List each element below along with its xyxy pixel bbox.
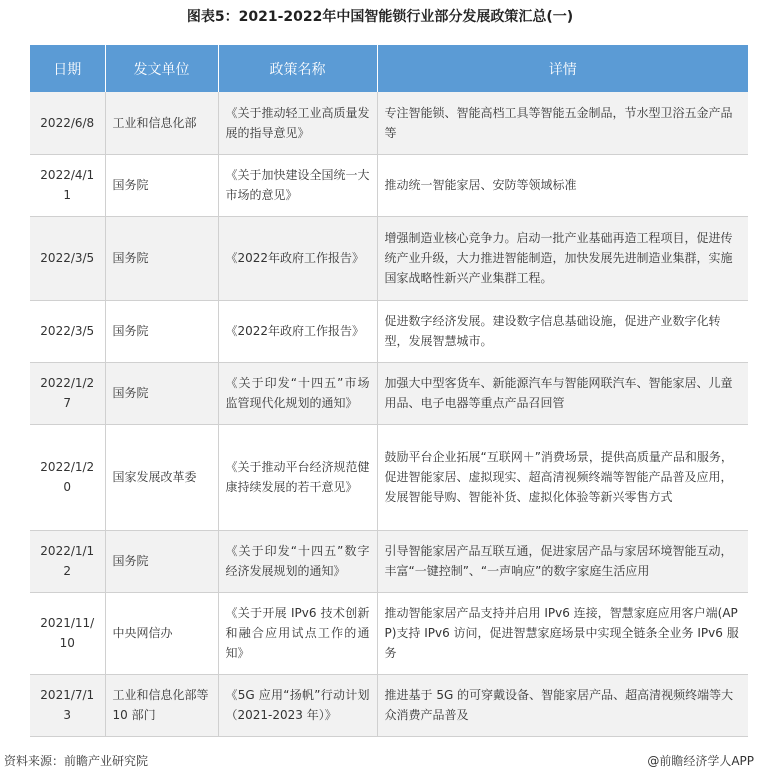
- source-note: 资料来源：前瞻产业研究院: [4, 754, 149, 768]
- cell-policy: 《关于印发“十四五”数字经济发展规划的通知》: [218, 530, 377, 592]
- cell-detail: 引导智能家居产品互联互通，促进家居产品与家居环境智能互动，丰富“一键控制”、“一声响应”的数字家庭生活应用: [377, 530, 748, 592]
- header-date: 日期: [30, 45, 105, 92]
- cell-date: 2022/1/12: [30, 530, 105, 592]
- cell-issuer: 国务院: [105, 530, 218, 592]
- cell-issuer: 国务院: [105, 362, 218, 424]
- cell-policy: 《2022年政府工作报告》: [218, 216, 377, 300]
- cell-date: 2022/6/8: [30, 92, 105, 154]
- cell-date: 2021/11/10: [30, 592, 105, 674]
- table-header-row: [30, 45, 748, 92]
- cell-issuer: 工业和信息化部等 10 部门: [105, 674, 218, 736]
- cell-issuer: 工业和信息化部: [105, 92, 218, 154]
- brand-credit: @前瞻经济学人APP: [647, 754, 754, 768]
- header-detail: 详情: [377, 45, 748, 92]
- cell-issuer: 中央网信办: [105, 592, 218, 674]
- table-row: [30, 362, 748, 424]
- cell-issuer: 国务院: [105, 154, 218, 216]
- cell-date: 2021/7/13: [30, 674, 105, 736]
- table-row: [30, 216, 748, 300]
- cell-detail: 推动智能家居产品支持并启用 IPv6 连接，智慧家庭应用客户端(APP)支持 IPv6 访问，促进智慧家庭场景中实现全链条全业务 IPv6 服务: [377, 592, 748, 674]
- cell-policy: 《关于推动平台经济规范健康持续发展的若干意见》: [218, 424, 377, 530]
- cell-detail: 专注智能锁、智能高档工具等智能五金制品，节水型卫浴五金产品等: [377, 92, 748, 154]
- cell-policy: 《2022年政府工作报告》: [218, 300, 377, 362]
- chart-title: 图表5：2021-2022年中国智能锁行业部分发展政策汇总(一): [186, 9, 574, 25]
- cell-detail: 推动统一智能家居、安防等领域标准: [377, 154, 748, 216]
- cell-detail: 加强大中型客货车、新能源汽车与智能网联汽车、智能家居、儿童用品、电子电器等重点产品召回管: [377, 362, 748, 424]
- cell-detail: 促进数字经济发展。建设数字信息基础设施，促进产业数字化转型，发展智慧城市。: [377, 300, 748, 362]
- cell-policy: 《5G 应用“扬帆”行动计划（2021-2023 年）》: [218, 674, 377, 736]
- cell-policy: 《关于印发“十四五”市场监管现代化规划的通知》: [218, 362, 377, 424]
- cell-detail: 推进基于 5G 的可穿戴设备、智能家居产品、超高清视频终端等大众消费产品普及: [377, 674, 748, 736]
- cell-issuer: 国家发展改革委: [105, 424, 218, 530]
- policy-table: [30, 45, 748, 737]
- table-row: [30, 424, 748, 530]
- table-row: [30, 592, 748, 674]
- table-row: [30, 92, 748, 154]
- table-row: [30, 530, 748, 592]
- cell-detail: 增强制造业核心竞争力。启动一批产业基础再造工程项目，促进传统产业升级，大力推进智能制造，加快发展先进制造业集群，实施国家战略性新兴产业集群工程。: [377, 216, 748, 300]
- cell-issuer: 国务院: [105, 300, 218, 362]
- cell-policy: 《关于推动轻工业高质量发展的指导意见》: [218, 92, 377, 154]
- cell-date: 2022/4/11: [30, 154, 105, 216]
- cell-issuer: 国务院: [105, 216, 218, 300]
- table-row: [30, 300, 748, 362]
- header-issuer: 发文单位: [105, 45, 218, 92]
- cell-policy: 《关于加快建设全国统一大市场的意见》: [218, 154, 377, 216]
- cell-date: 2022/3/5: [30, 216, 105, 300]
- table-row: [30, 674, 748, 736]
- header-policy: 政策名称: [218, 45, 377, 92]
- cell-date: 2022/1/20: [30, 424, 105, 530]
- cell-detail: 鼓励平台企业拓展“互联网＋”消费场景，提供高质量产品和服务，促进智能家居、虚拟现实、超高清视频终端等智能产品普及应用，发展智能导购、智能补货、虚拟化体验等新兴零售方式: [377, 424, 748, 530]
- cell-date: 2022/1/27: [30, 362, 105, 424]
- cell-policy: 《关于开展 IPv6 技术创新和融合应用试点工作的通知》: [218, 592, 377, 674]
- table-row: [30, 154, 748, 216]
- cell-date: 2022/3/5: [30, 300, 105, 362]
